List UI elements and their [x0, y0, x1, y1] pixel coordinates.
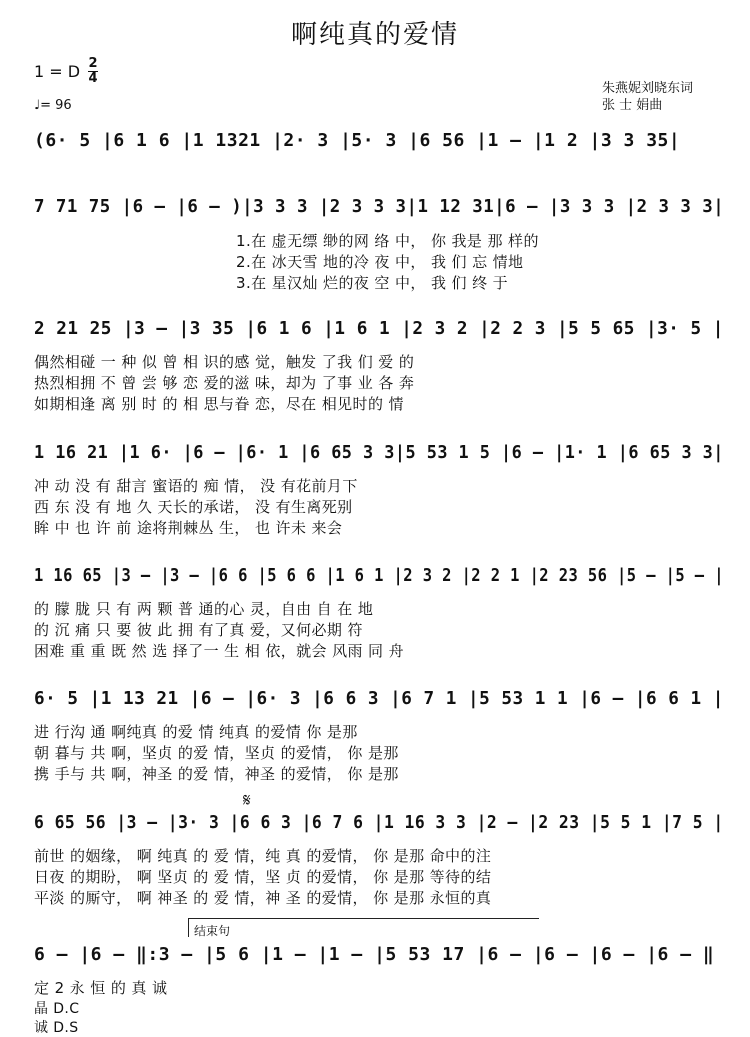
- lyricist-credit: 朱燕妮刘晓东词: [602, 81, 694, 96]
- score-system-1: [34, 130, 724, 160]
- lyric-verse-3: 平淡 的厮守， 啊 神圣 的 爱 情，神 圣 的爱情， 你 是那 永恒的真: [34, 889, 492, 907]
- score-system-3: [34, 318, 724, 348]
- notation-line: 6 65 56 |3 – |3· 3 |6 6 3 |6 7 6 |1 16 3 3 |2 – |2 23 |5 5 1 |7 5 |: [34, 812, 724, 833]
- key-signature: 1 = D: [34, 62, 81, 81]
- score-system-4: [34, 442, 724, 472]
- lyric-verse-2: 热烈相拥 不 曾 尝 够 恋 爱的滋 味，却为 了事 业 各 奔: [34, 374, 415, 392]
- lyric-verse-2: 晶 D.C: [34, 1001, 80, 1017]
- score-system-6: [34, 688, 724, 718]
- notation-line: 1 16 21 |1 6· |6 – |6· 1 |6 65 3 3|5 53 1 5 |6 – |1· 1 |6 65 3 3|: [34, 442, 724, 463]
- notation-line: 1 16 65 |3 – |3 – |6 6 |5 6 6 |1 6 1 |2 3 2 |2 2 1 |2 23 56 |5 – |5 – |: [34, 565, 724, 586]
- lyric-verse-3: 携 手与 共 啊，神圣 的爱 情，神圣 的爱情， 你 是那: [34, 765, 399, 783]
- lyric-verse-1: 冲 动 没 有 甜言 蜜语的 痴 情， 没 有花前月下: [34, 477, 358, 495]
- time-signature: [88, 58, 98, 85]
- notation-line: 6· 5 |1 13 21 |6 – |6· 3 |6 6 3 |6 7 1 |5 53 1 1 |6 – |6 6 1 |: [34, 688, 724, 709]
- lyric-verse-2: 朝 暮与 共 啊，坚贞 的爱 情，坚贞 的爱情， 你 是那: [34, 744, 399, 762]
- lyric-verse-2: 2.在 冰天雪 地的冷 夜 中， 我 们 忘 情地: [236, 253, 524, 271]
- lyric-verse-2: 的 沉 痛 只 要 彼 此 拥 有了真 爱，又何必期 符: [34, 621, 363, 639]
- coda-label: 结束句: [194, 924, 231, 938]
- notation-line: 2 21 25 |3 – |3 35 |6 1 6 |1 6 1 |2 3 2 |2 2 3 |5 5 65 |3· 5 |: [34, 318, 724, 339]
- lyric-verse-3: 困难 重 重 既 然 选 择了一 生 相 依，就会 风雨 同 舟: [34, 642, 405, 660]
- time-signature-top: 2: [88, 56, 98, 71]
- lyric-verse-1: 前世 的姻缘， 啊 纯真 的 爱 情，纯 真 的爱情， 你 是那 命中的注: [34, 847, 492, 865]
- notation-line: (6· 5 |6 1 6 |1 1321 |2· 3 |5· 3 |6 56 |1 – |1 2 |3 3 35|: [34, 130, 681, 151]
- lyric-verse-1: 的 朦 胧 只 有 两 颗 普 通的心 灵，自由 自 在 地: [34, 600, 374, 618]
- lyric-verse-1: 定 2 永 恒 的 真 诚: [34, 979, 168, 997]
- credits: [602, 80, 693, 114]
- lyric-verse-1: 偶然相碰 一 种 似 曾 相 识的感 觉，触发 了我 们 爱 的: [34, 353, 415, 371]
- lyric-verse-3: 诚 D.S: [34, 1020, 79, 1036]
- lyric-verse-3: 眸 中 也 许 前 途将荆棘丛 生， 也 许未 来会: [34, 519, 343, 537]
- notation-line: 7 71 75 |6 – |6 – )|3 3 3 |2 3 3 3|1 12 31|6 – |3 3 3 |2 3 3 3|: [34, 196, 725, 217]
- score-system-5: [34, 565, 724, 595]
- lyric-verse-2: 日夜 的期盼， 啊 坚贞 的 爱 情，坚 贞 的爱情， 你 是那 等待的结: [34, 868, 492, 886]
- lyric-verse-1: 进 行沟 通 啊纯真 的爱 情 纯真 的爱情 你 是那: [34, 723, 358, 741]
- segno-sign: 𝄋: [243, 790, 251, 811]
- song-title: 啊纯真的爱情: [290, 20, 459, 50]
- lyric-verse-2: 西 东 没 有 地 久 天长的承诺， 没 有生离死别: [34, 498, 353, 516]
- score-system-7: [34, 812, 724, 842]
- lyric-verse-1: 1.在 虚无缥 缈的网 络 中， 你 我是 那 样的: [236, 232, 539, 250]
- tempo-marking: ♩= 96: [34, 98, 72, 113]
- coda-bracket: [188, 918, 539, 937]
- score-system-8: [34, 944, 724, 974]
- lyric-verse-3: 3.在 星汉灿 烂的夜 空 中， 我 们 终 于: [236, 274, 509, 292]
- time-signature-bottom: 4: [88, 71, 98, 86]
- composer-credit: 张 士 娟曲: [602, 98, 663, 113]
- score-system-2: [34, 196, 724, 226]
- notation-line: 6 – |6 – ‖:3 – |5 6 |1 – |1 – |5 53 17 |6 – |6 – |6 – |6 – ‖: [34, 944, 715, 965]
- lyric-verse-3: 如期相逢 离 别 时 的 相 思与眷 恋，尽在 相见时的 情: [34, 395, 404, 413]
